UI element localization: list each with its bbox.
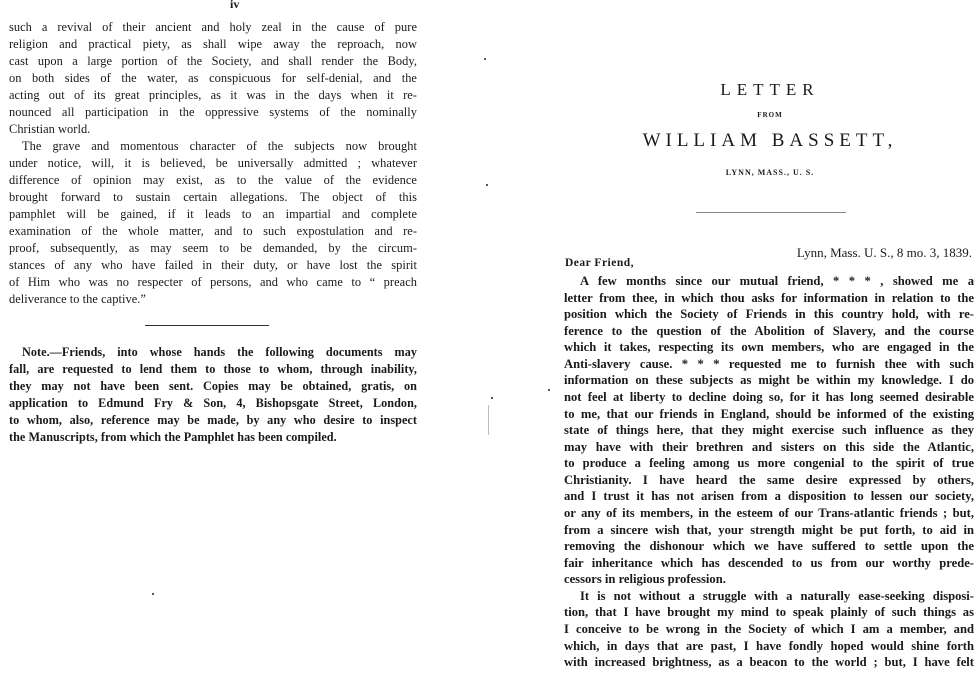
text-line: Anti-slavery cause. * * * requested me to furnish thee with such xyxy=(564,357,974,371)
text-line: acting out of its great principles, as it was in the days when it re- xyxy=(9,88,417,102)
text-line: A few months since our mutual friend, * * * , showed me a xyxy=(580,274,974,288)
note-line: fall, are requested to lend them to those to whom, through inability, xyxy=(9,362,417,376)
salutation: Dear Friend, xyxy=(565,257,635,269)
text-line: deliverance to the captive.” xyxy=(9,292,146,306)
note-line: application to Edmund Fry & Son, 4, Bishopsgate Street, London, xyxy=(9,396,417,410)
text-line: which it takes, respecting its own members, who are engaged in the xyxy=(564,340,974,354)
text-line: to me, that our friends in England, should be informed of the existing xyxy=(564,407,974,421)
text-line: may have with their brethren and sisters on this side the Atlantic, xyxy=(564,440,974,454)
note-line: they may not have been sent. Copies may be obtained, gratis, on xyxy=(9,379,417,393)
ink-speck xyxy=(491,397,493,399)
text-line: letter from thee, in which thou asks for information in relation to the xyxy=(564,291,974,305)
text-line: removing the dishonour which we have suffered to settle upon the xyxy=(564,539,974,553)
right-page xyxy=(540,0,980,674)
note-line: to whom, also, reference may be made, by any who desire to inspect xyxy=(9,413,417,427)
gutter-shadow xyxy=(488,405,489,435)
text-line: which, in days that are past, I have fondly hoped would shine forth xyxy=(564,639,974,653)
text-line: fair inheritance which has descended to us from our worthy prede- xyxy=(564,556,974,570)
text-line: with increased brightness, as a beacon to the world ; but, I have felt xyxy=(564,655,974,669)
text-line: under notice, will, it is believed, be universally admitted ; whatever xyxy=(9,156,417,170)
text-line: I conceive to be wrong in the Society of which I am a member, and xyxy=(564,622,974,636)
text-line: brought forward to sustain certain allegations. The object of this xyxy=(9,190,417,204)
text-line: such a revival of their ancient and holy zeal in the cause of pure xyxy=(9,20,417,34)
ink-speck xyxy=(484,58,486,60)
text-line: examination of the whole matter, and to such expostulation and re- xyxy=(9,224,417,238)
section-divider xyxy=(145,325,269,326)
text-line: state of things here, that they might exercise such influence as they xyxy=(564,423,974,437)
text-line: proof, subsequently, as may seem to be demanded, by the circum- xyxy=(9,241,417,255)
text-line: nounced all participation in the oppressive systems of the nominally xyxy=(9,105,417,119)
text-line: It is not without a struggle with a naturally ease-seeking disposi- xyxy=(580,589,974,603)
text-line: cessors in religious profession. xyxy=(564,572,726,586)
text-line: or any of its members, in the esteem of our Trans-atlantic friends ; but, xyxy=(564,506,974,520)
author-place: LYNN, MASS., U. S. xyxy=(725,168,815,177)
text-line: from a sincere wish that, your strength might be put forth, to aid in xyxy=(564,523,974,537)
left-page xyxy=(0,0,440,674)
text-line: to produce a feeling among us more congenial to the spirit of true xyxy=(564,456,974,470)
text-line: difference of opinion may exist, as to the value of the evidence xyxy=(9,173,417,187)
ink-speck xyxy=(486,184,488,186)
note-line: the Manuscripts, from which the Pamphlet has been compiled. xyxy=(9,430,337,444)
text-line: Christian world. xyxy=(9,122,91,136)
title-divider xyxy=(696,212,846,213)
text-line: religion and practical piety, as shall wipe away the reproach, now xyxy=(9,37,417,51)
text-line: of Him who was no respecter of persons, and who came to “ preach xyxy=(9,275,417,289)
text-line: on both sides of the water, as conspicuous for self-denial, and the xyxy=(9,71,417,85)
from-label: FROM xyxy=(757,111,783,119)
text-line: stances of any who have failed in their duty, or have lost the spirit xyxy=(9,258,417,272)
text-line: The grave and momentous character of the subjects now brought xyxy=(22,139,417,153)
text-line: tion, that I have brought my mind to speak plainly of such things as xyxy=(564,605,974,619)
letter-date: Lynn, Mass. U. S., 8 mo. 3, 1839. xyxy=(796,245,972,260)
text-line: position which the Society of Friends in this country hold, with re- xyxy=(564,307,974,321)
text-line: information on these subjects as might be within my knowledge. I do xyxy=(564,373,974,387)
text-line: Christianity. I have heard the same desire expressed by others, xyxy=(564,473,974,487)
author-name: WILLIAM BASSETT, xyxy=(642,130,898,151)
text-line: pamphlet will be gained, if it leads to an impartial and complete xyxy=(9,207,417,221)
letter-heading: LETTER xyxy=(720,80,820,99)
text-line: cast upon a large portion of the Society, and shall render the Body, xyxy=(9,54,417,68)
text-line: and I trust it has not arisen from a disposition to lessen our society, xyxy=(564,489,974,503)
ink-speck xyxy=(152,593,154,595)
text-line: not feel at liberty to decline doing so, for it has long seemed desirable xyxy=(564,390,974,404)
page-number: iv xyxy=(230,0,240,11)
note-line: Note.—Friends, into whose hands the following documents may xyxy=(22,345,417,359)
text-line: ference to the question of the Abolition of Slavery, and the course xyxy=(564,324,974,338)
